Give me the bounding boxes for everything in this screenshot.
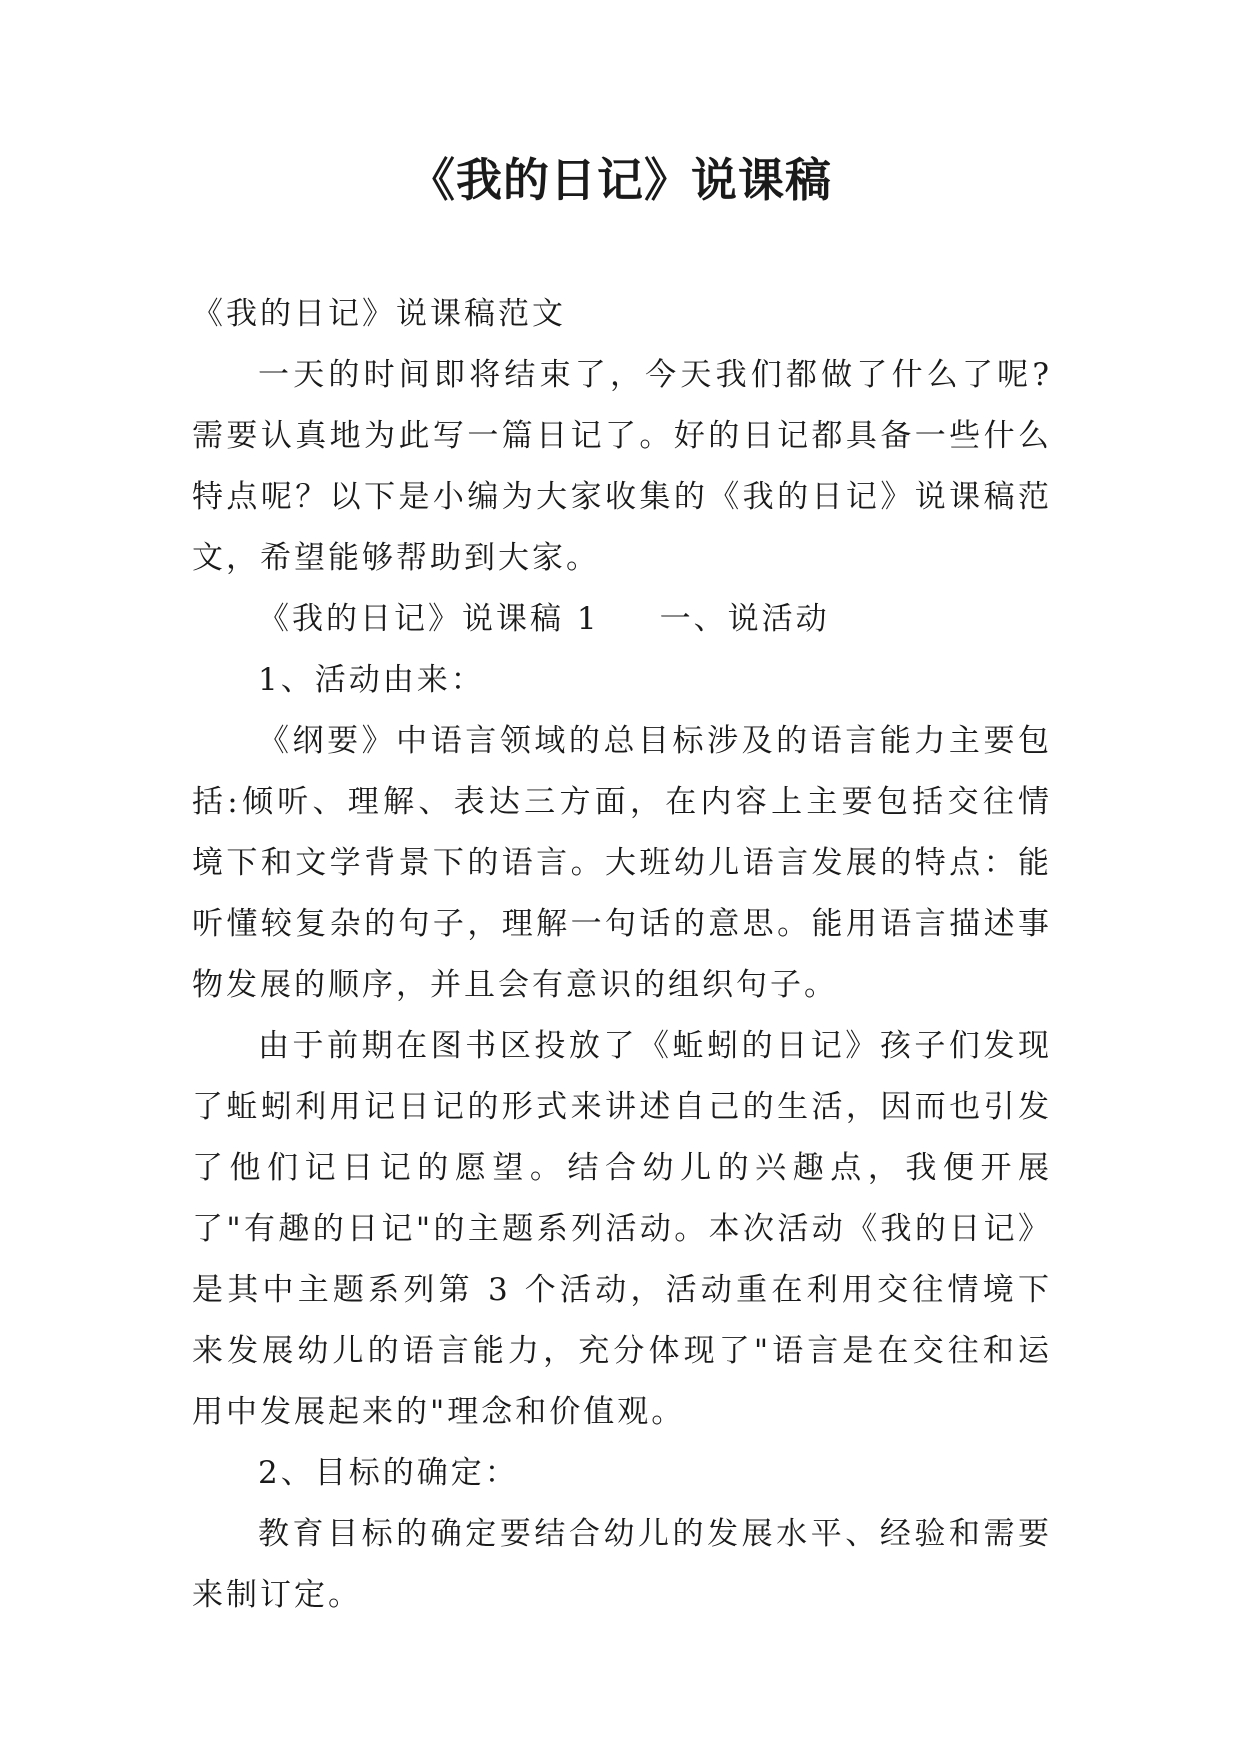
item-heading: 2、目标的确定：: [258, 1455, 519, 1491]
document-body: [192, 284, 1052, 1626]
document-title: 《我的日记》说课稿: [409, 153, 832, 207]
section-title: 《我的日记》说课稿 1: [258, 601, 600, 637]
body-paragraph: 《纲要》中语言领域的总目标涉及的语言能力主要包括:倾听、理解、表达三方面，在内容上主要包括交往情境下和文学背景下的语言。大班幼儿语言发展的特点：能听懂较复杂的句子，理解一句话的意思。能用语言描述事物发展的顺序，并且会有意识的组织句子。: [192, 723, 1052, 1003]
section-heading-line: [192, 589, 1052, 650]
section-heading: 一、说活动: [659, 601, 830, 637]
intro-paragraph: 一天的时间即将结束了，今天我们都做了什么了呢?需要认真地为此写一篇日记了。好的日记都具备一些什么特点呢？以下是小编为大家收集的《我的日记》说课稿范文，希望能够帮助到大家。: [192, 357, 1052, 576]
document-subtitle: 《我的日记》说课稿范文: [192, 296, 566, 332]
body-paragraph: 由于前期在图书区投放了《蚯蚓的日记》孩子们发现了蚯蚓利用记日记的形式来讲述自己的生活，因而也引发了他们记日记的愿望。结合幼儿的兴趣点，我便开展了"有趣的日记"的主题系列活动。本次活动《我的日记》是其中主题系列第 3 个活动，活动重在利用交往情境下来发展幼儿的语言能力，充分体现了"语言是在交往和运用中发展起来的"理念和价值观。: [192, 1028, 1052, 1430]
body-paragraph: 教育目标的确定要结合幼儿的发展水平、经验和需要来制订定。: [192, 1516, 1052, 1613]
item-heading: 1、活动由来：: [258, 662, 485, 698]
